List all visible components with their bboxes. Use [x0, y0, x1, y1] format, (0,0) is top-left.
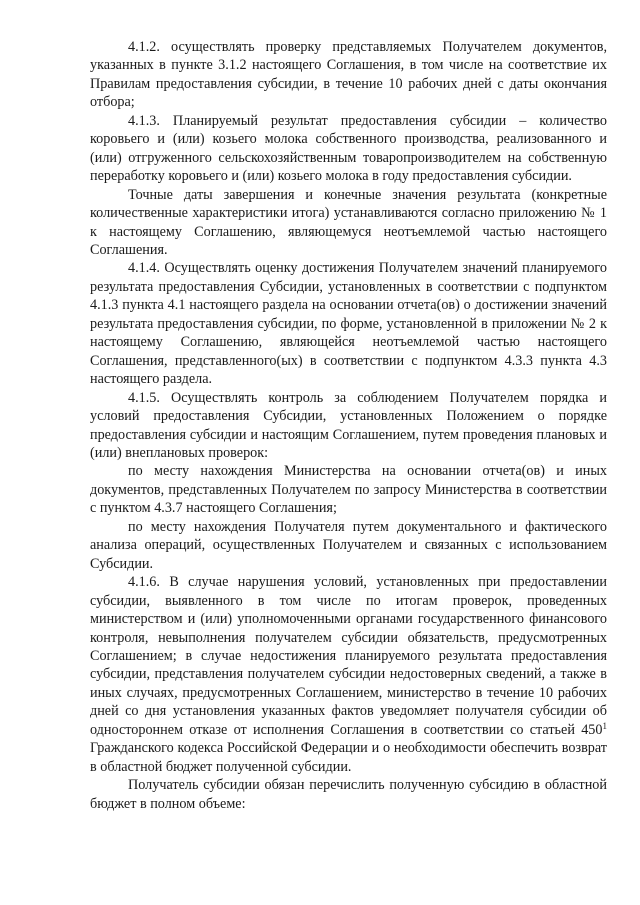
- paragraph-4-1-4: 4.1.4. Осуществлять оценку достижения Получателем значений планируемого результата предоставления Субсидии, установленных в соответствии с подпунктом 4.1.3 пункта 4.1 настоящего раздела на основании отчета(ов) о достижении значений результата предоставления субсидии, по форме, установленной в приложении № 2 к настоящему Соглашению, являющейся неотъемлемой частью настоящего Соглашения, представленного(ых) в соответствии с подпунктом 4.3.3 пункта 4.3 настоящего раздела.: [90, 260, 607, 388]
- paragraph-4-1-6-text: 4.1.6. В случае нарушения условий, установленных при предоставлении субсидии, выявленного в том числе по итогам проверок, проведенных министерством и (или) уполномоченными органами государственного финансового контроля, невыполнения получателем субсидии обязательств, предусмотренных Соглашением; в случае недостижения планируемого результата предоставления субсидии, представления получателем субсидии недостоверных сведений, а также в иных случаях, предусмотренных Соглашением, министерство в течение 10 рабочих дней со дня установления указанных фактов уведомляет получателя субсидии об одностороннем отказе от исполнения Соглашения в соответствии со статьей 450: [90, 574, 607, 738]
- paragraph-return-obligation: Получатель субсидии обязан перечислить полученную субсидию в областной бюджет в полном объеме:: [90, 777, 607, 812]
- paragraph-4-1-3: 4.1.3. Планируемый результат предоставления субсидии – количество коровьего и (или) козьего молока собственного производства, реализованного и (или) отгруженного сельскохозяйственным товаропроизводителем на собственную переработку коровьего и (или) козьего молока в году предоставления субсидии.: [90, 112, 607, 185]
- paragraph-4-1-5: 4.1.5. Осуществлять контроль за соблюдением Получателем порядка и условий предоставления Субсидии, установленных Положением о порядке предоставления субсидии и настоящим Соглашением, путем проведения плановых и (или) внеплановых проверок:: [90, 389, 607, 461]
- paragraph-result-dates: Точные даты завершения и конечные значения результата (конкретные количественные характеристики итога) устанавливаются согласно приложению № 1 к настоящему Соглашению, являющемуся неотъемлемой частью настоящего Соглашения.: [90, 186, 607, 258]
- paragraph-4-1-6-continuation: Гражданского кодекса Российской Федерации и о необходимости обеспечить возврат в областной бюджет полученной субсидии.: [90, 740, 607, 775]
- article-superscript: 1: [602, 720, 607, 731]
- paragraph-4-1-6: [90, 573, 607, 776]
- paragraph-ministry-location: по месту нахождения Министерства на основании отчета(ов) и иных документов, представленных Получателем по запросу Министерства в соответствии с пунктом 4.3.7 настоящего Соглашения;: [90, 463, 607, 517]
- paragraph-recipient-location: по месту нахождения Получателя путем документального и фактического анализа операций, осуществленных Получателем и связанных с использованием Субсидии.: [90, 518, 607, 572]
- paragraph-4-1-2: 4.1.2. осуществлять проверку представляемых Получателем документов, указанных в пункте 3.1.2 настоящего Соглашения, в том числе на соответствие их Правилам предоставления субсидии, в течение 10 рабочих дней с даты окончания отбора;: [90, 39, 607, 111]
- document-page: [90, 38, 607, 813]
